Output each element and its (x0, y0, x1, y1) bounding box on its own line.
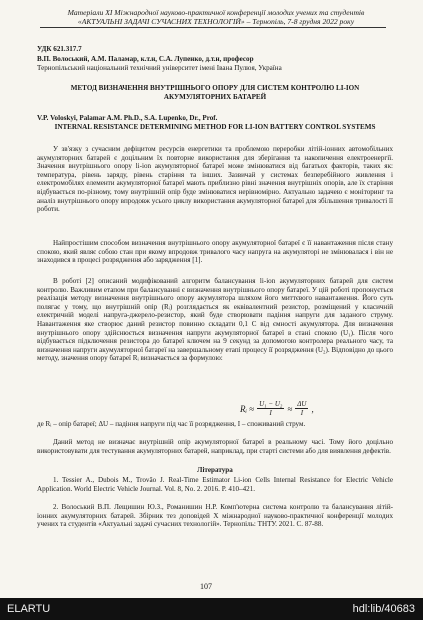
header-line-1: Матеріали XI Міжнародної науково-практичної конференції молодих учених та студентів (67, 8, 365, 17)
paragraph-5: Даний метод не визначає внутрішній опір акумуляторної батареї в реальному часі. Тому його доцільно використовувати для тестування акумуляторних батарей, наприклад, при старті системи або для виявлення дефектів. (37, 438, 393, 455)
handle-id: hdl:lib/40683 (352, 603, 415, 615)
authors-ua: В.П. Волоський, А.М. Паламар, к.т.н, С.А. Лупенко, д.т.н, професор (37, 55, 254, 63)
paragraph-2: Найпростішим способом визначення внутрішнього опору акумуляторної батареї є її навантаження після стану спокою, який являє собою стан при якому впродовж тривалого часу напруга на акумуляторі не змінювалася і він не знаходився в процесі розрядження або зарядження [1]. (37, 239, 393, 265)
affiliation-ua: Тернопільський національний технічний університет імені Івана Пулюя, Україна (37, 64, 282, 72)
paragraph-4: де Rᵢ – опір батареї; ΔU – падіння напруги під час її розрядження, I – споживаний струм. (37, 420, 306, 428)
paragraph-1: У зв'язку з сучасним дефіцитом ресурсів енергетики та проблемою переробки літій-іонних автомобільних акумуляторних батарей є доцільним їх повторне використання для зберігання та накопичення електроенергії. Значення внутрішнього опору li-ion акумуляторної батареї може змінюватися від багатьох факторів, таких як: температура, рівень заряду, рівень старіння та інших. Зазвичай у системах безперебійного живлення і електромобілях елементи акумуляторної батареї мають приблизно рівні значення внутрішніх опорів, але їх старіння відбувається по-різному, тому внутрішній опір буде змінюватися нерівномірно. Актуально задачею є моніторинг та аналіз внутрішнього опору впродовж усього циклу використання акумуляторної батареї для збільшення тривалості її роботи. (37, 145, 393, 214)
formula-tail: , (311, 403, 314, 414)
fraction-1-numerator: U₁ − U₂ (259, 400, 283, 408)
fraction-2-denominator: I (300, 409, 304, 417)
resistance-formula (240, 400, 314, 417)
fraction-2-numerator: ΔU (297, 400, 307, 408)
header-divider (40, 27, 386, 28)
paragraph-3: В роботі [2] описаний модифікований алгоритм балансування li-ion акумуляторних батарей для систем контролю. Важливим етапом при балансуванні є визначення внутрішнього опору батареї. У цій роботі пропонується реалізація методу визначення внутрішнього опору акумулятора шляхом його миттєвого навантаження. Його суть полягає у тому, що внутрішній опір (Rᵢ) розглядається як еквівалентний резистор, розміщений у класичній електричній моделі напруга-джерело-резистор, який буде створювати падіння напруги для заданого струму. Навантаження яке створює даний резистор повинно складати 0,1 С від ємності акумулятора. Для визначення внутрішнього опору здійснюється визначення напруги акумуляторної батареї в стані спокою (U₁). Після чого відбувається підключення резистора до батареї ключем на 9 секунд за допомогою контролера реального часу, та визначення напруги акумуляторної батареї на завершальному етапі процесу її розрядження (U₂). Відповідно до цього методу, значення опору батареї Rᵢ визначається за формулою: (37, 277, 393, 363)
title-ua: МЕТОД ВИЗНАЧЕННЯ ВНУТРІШНЬОГО ОПОРУ ДЛЯ СИСТЕМ КОНТРОЛЮ LI-ION АКУМУЛЯТОРНИХ БАТАРЕЙ (70, 84, 360, 101)
formula-fraction-2 (295, 400, 308, 417)
udc-code: УДК 621.317.7 (37, 45, 82, 53)
viewer-footer-bar (0, 598, 423, 620)
references-title: Література (197, 466, 233, 474)
formula-lhs: Rᵢ ≈ (240, 403, 255, 414)
page-number: 107 (200, 582, 212, 591)
fraction-1-denominator: I (269, 409, 272, 417)
header-line-2: «АКТУАЛЬНІ ЗАДАЧІ СУЧАСНИХ ТЕХНОЛОГІЙ» – Тернопіль, 7-8 грудня 2022 року (77, 17, 355, 26)
authors-en: V.P. Voloskyi, Palamar A.M. Ph.D., S.A. Lupenko, Dr., Prof. (37, 114, 218, 122)
reference-2: 2. Волоський В.П. Лещишин Ю.З., Романишин Н.Р. Комп'ютерна система контролю та балансування літій-іонних акумуляторних батарей. Збірник тез доповідей Х міжнародної науково-практичної конференції молодих учених та студентів «Актуальні задачі сучасних технологій». Тернопіль: ТНТУ. 2021. С. 87-88. (37, 503, 393, 529)
running-header (40, 8, 392, 26)
reference-1: 1. Tessier A., Dubois M., Trovão J. Real-Time Estimator Li-ion Cells Internal Resistance for Electric Vehicle Application. World Electric Vehicle Journal. Vol. 8, No. 2. 2016. P. 410–421. (37, 476, 393, 493)
repository-name: ELARTU (7, 603, 51, 615)
title-en: INTERNAL RESISTANCE DETERMINING METHOD FOR LI-ION BATTERY CONTROL SYSTEMS (54, 123, 376, 131)
formula-approx: ≈ (287, 403, 293, 414)
formula-fraction-1 (257, 400, 284, 417)
